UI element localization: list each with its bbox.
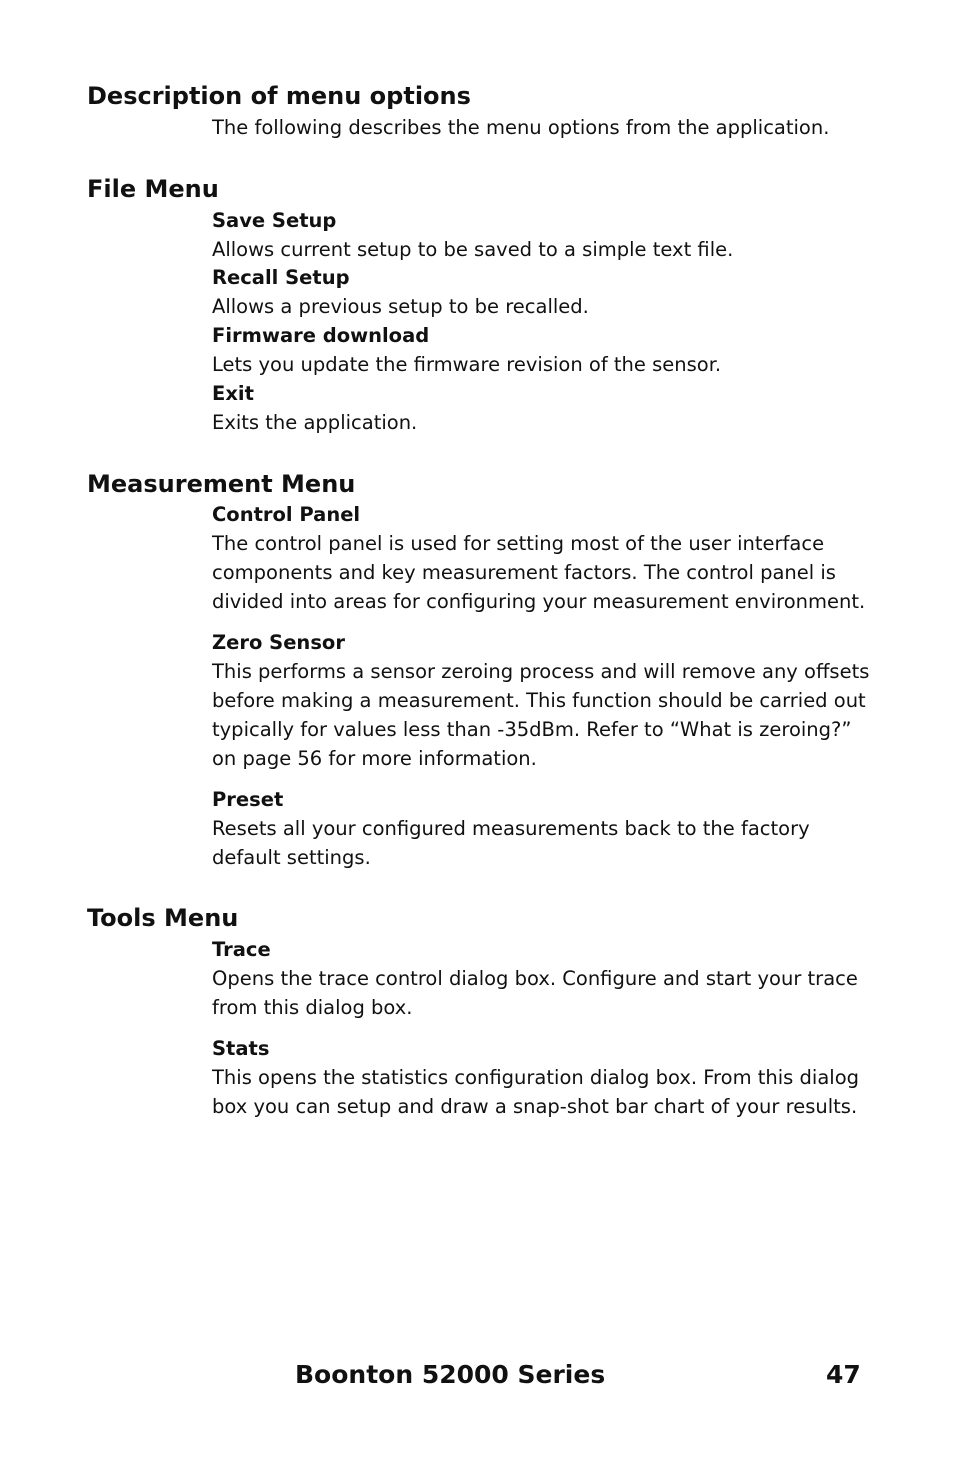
menu-item-zero-sensor <box>212 628 872 773</box>
menu-item-description: Resets all your configured measurements back to the factory default settings. <box>212 817 810 869</box>
menu-item-title: Save Setup <box>212 209 337 232</box>
menu-item-title: Control Panel <box>212 503 361 526</box>
page-number: 47 <box>826 1360 861 1389</box>
menu-item-preset <box>212 785 872 872</box>
menu-item-recall-setup <box>212 263 872 321</box>
menu-item-title: Zero Sensor <box>212 631 345 654</box>
section-heading-description: Description of menu options <box>87 82 471 110</box>
menu-item-trace <box>212 935 872 1022</box>
menu-item-save-setup <box>212 206 872 264</box>
menu-item-title: Firmware download <box>212 324 430 347</box>
menu-item-description: This opens the statistics configuration dialog box. From this dialog box you can setup and draw a snap-shot bar chart of your results. <box>212 1066 860 1118</box>
menu-item-description: This performs a sensor zeroing process and will remove any offsets before making a measurement. This function should be carried out typically for values less than -35dBm. Refer to “What is zeroing?” on page 56 for more information. <box>212 660 870 770</box>
menu-item-stats <box>212 1034 872 1121</box>
menu-item-description: Exits the application. <box>212 411 418 434</box>
section-heading-tools-menu: Tools Menu <box>87 904 239 932</box>
intro-text: The following describes the menu options from the application. <box>212 116 830 139</box>
menu-item-title: Exit <box>212 382 254 405</box>
menu-item-description: The control panel is used for setting most of the user interface components and key measurement factors. The control panel is divided into areas for configuring your measurement environment. <box>212 532 866 613</box>
menu-item-description: Allows a previous setup to be recalled. <box>212 295 589 318</box>
menu-item-title: Preset <box>212 788 284 811</box>
section-heading-file-menu: File Menu <box>87 175 219 203</box>
menu-item-description: Allows current setup to be saved to a simple text file. <box>212 238 734 261</box>
menu-item-title: Trace <box>212 938 271 961</box>
footer-product-title: Boonton 52000 Series <box>295 1360 606 1389</box>
menu-item-description: Opens the trace control dialog box. Configure and start your trace from this dialog box. <box>212 967 858 1019</box>
menu-item-description: Lets you update the firmware revision of the sensor. <box>212 353 722 376</box>
menu-item-title: Stats <box>212 1037 270 1060</box>
menu-item-title: Recall Setup <box>212 266 350 289</box>
section-heading-measurement-menu: Measurement Menu <box>87 470 356 498</box>
menu-item-control-panel <box>212 500 872 616</box>
menu-item-firmware-download <box>212 321 872 379</box>
menu-item-exit <box>212 379 872 437</box>
